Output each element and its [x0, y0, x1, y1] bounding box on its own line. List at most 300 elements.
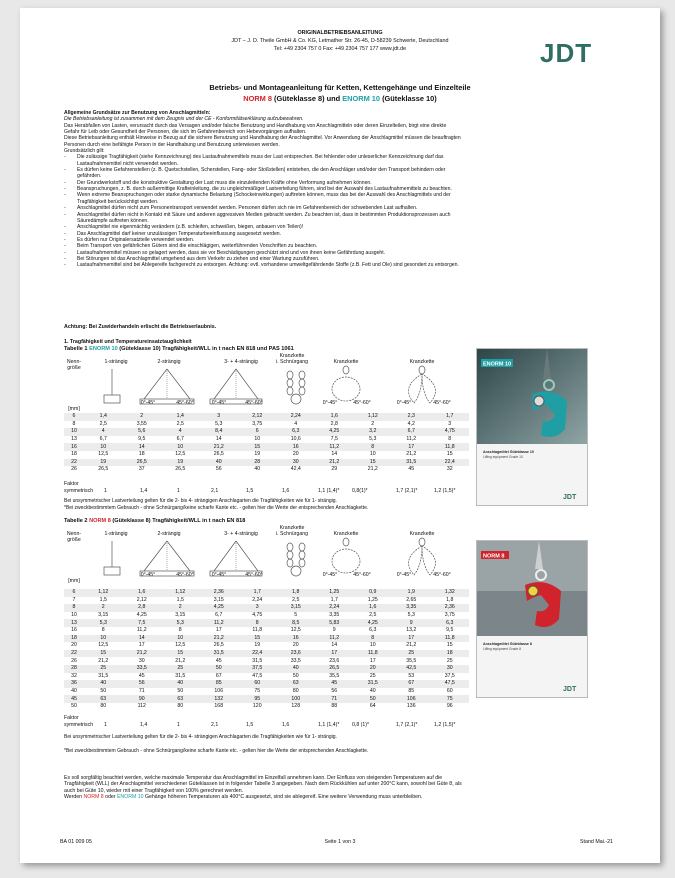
wll-cell: 80	[292, 688, 299, 695]
wll-cell: 40	[369, 688, 376, 695]
factor-label: Faktor	[64, 715, 79, 721]
wll-cell: 8	[101, 627, 105, 634]
wll-cell: 120	[252, 703, 262, 710]
wll-cell: 9	[332, 627, 336, 634]
size-cell: 16	[71, 627, 77, 634]
wll-cell: 75	[254, 688, 261, 695]
wll-cell: 8	[354, 443, 393, 451]
wll-cell: 5,3	[215, 420, 223, 427]
enorm10-cover-art	[477, 349, 588, 506]
wll-cell: 11,2	[315, 443, 354, 451]
wll-cell: 6,7	[99, 436, 107, 443]
wll-cell: 2,24	[252, 596, 263, 603]
cover1-caption1: Anschlagmittel Güteklasse 10	[483, 450, 534, 454]
wll-cell: 21,2	[123, 650, 162, 658]
double-endless-chain-diagram	[409, 366, 436, 403]
wll-cell: 2,36	[431, 604, 470, 612]
wll-cell: 11,8	[431, 443, 470, 451]
wll-cell: 75	[431, 695, 470, 703]
wll-cell: 12,5	[290, 627, 301, 634]
wll-cell: 21,2	[175, 657, 186, 664]
wll-cell: 40	[277, 665, 316, 673]
factor-value: 1,6	[282, 722, 290, 728]
sling-diagrams	[64, 365, 469, 409]
wll-cell: 12,5	[175, 642, 186, 649]
wll-cell: 8	[238, 619, 277, 627]
table1-header	[64, 355, 469, 413]
wll-cell: 25	[446, 657, 453, 664]
body-line: Säuredämpfe auftreten können.	[77, 217, 149, 224]
end-l4a: Werden	[64, 794, 84, 801]
table2-title-norm: NORM 8	[89, 518, 111, 524]
wll-cell: 90	[123, 695, 162, 703]
wll-cell: 21,2	[200, 443, 239, 451]
wll-cell: 1,5	[176, 596, 184, 603]
angle-label: 0°-45°	[396, 572, 412, 578]
wll-cell: 22,4	[238, 650, 277, 658]
wll-cell: 33,5	[290, 657, 301, 664]
wll-cell: 1,4	[84, 413, 123, 421]
wll-cell: 10,6	[290, 436, 301, 443]
wll-cell: 53	[408, 672, 415, 679]
angle-label: 0°-45°	[140, 400, 156, 406]
wll-cell: 14	[331, 451, 338, 458]
size-cell: 18	[64, 635, 84, 643]
wll-cell: 9	[392, 619, 431, 627]
col-kranz-schnur: Kranzkette	[279, 353, 305, 359]
angle-label: 0°-45°	[211, 572, 227, 578]
end-enorm10: ENORM 10	[116, 794, 144, 801]
wll-cell: 5,3	[84, 619, 123, 627]
wll-cell: 5,3	[161, 619, 200, 627]
angle-label: 0°-45°	[211, 400, 227, 406]
body-line: - Wenn extreme Beanspruchungen oder starke dynamische Belastung (Schockeinwirkungen) auftreten können, muss das bei der Auswahl des Anschlagmittels und der	[64, 192, 639, 198]
wll-cell: 7,5	[330, 436, 338, 443]
warning-text: Achtung: Bei Zuwiderhandeln erlischt die Betriebserlaubnis.	[64, 324, 217, 330]
wll-cell: 10	[84, 635, 123, 643]
wll-cell: 37,5	[444, 672, 455, 679]
wll-cell: 3,15	[277, 604, 316, 612]
wll-cell: 14	[123, 635, 162, 643]
angle-label: 0°-45°	[322, 572, 338, 578]
wll-cell: 18	[431, 650, 470, 658]
wll-cell: 40	[84, 680, 123, 688]
factor-sub-label: symmetrisch	[64, 722, 94, 728]
four-leg-diagram	[210, 369, 262, 404]
cover1-logo: JDT	[563, 494, 577, 501]
angle-label: 0°-45°	[396, 400, 412, 406]
table2-factor	[64, 715, 469, 729]
wll-cell: 2,5	[99, 420, 107, 427]
wll-cell: 60	[446, 688, 453, 695]
wll-cell: 4	[84, 428, 123, 436]
wll-cell: 10	[254, 436, 261, 443]
wll-cell: 1,12	[161, 589, 200, 597]
size-cell: 6	[64, 413, 84, 421]
wll-cell: 63	[161, 695, 200, 703]
table-row	[64, 612, 469, 620]
title-end: (Güteklasse 10)	[380, 94, 437, 103]
wll-cell: 4,25	[354, 619, 393, 627]
body-line: - Es dürfen keine Gefahrenstellen (z. B. Quetschstellen, Scherstellen, Fang- oder Stoßstellen) entstehen, die den Anschläger und/oder den Transport behindern oder	[64, 167, 639, 173]
wll-cell: 19	[84, 459, 123, 467]
body-line: - Der Grundwerkstoff und die konstruktive Gestaltung der Last muss die einzuleitenden Kräfte ohne Verformung aufnehmen können.	[64, 180, 639, 186]
wll-cell: 4,75	[431, 428, 470, 436]
col-groesse: größe	[67, 365, 81, 371]
factor-value: 2,1	[211, 722, 219, 728]
wll-cell: 1,25	[315, 589, 354, 597]
wll-cell: 20	[292, 451, 299, 458]
wll-cell: 11,8	[354, 650, 393, 658]
cover1-brand: ENORM 10	[483, 361, 512, 368]
wll-cell: 40	[254, 466, 261, 473]
size-cell: 45	[64, 695, 84, 703]
table-row	[64, 436, 469, 444]
wll-cell: 17	[392, 443, 431, 451]
factor-value: 1,4	[140, 722, 148, 728]
wll-cell: 28	[238, 459, 277, 467]
wll-cell: 37	[138, 466, 145, 473]
wll-cell: 1,7	[238, 589, 277, 597]
wll-cell: 80	[177, 703, 184, 710]
wll-cell: 1,12	[84, 589, 123, 597]
body-line: gefährden.	[77, 173, 102, 180]
table-row	[64, 589, 469, 597]
col-kranzkette-1: Kranzkette	[333, 531, 359, 537]
table-row	[64, 466, 469, 474]
body-line: Tragfähigkeit berücksichtigt werden.	[77, 198, 159, 205]
wll-cell: 2,24	[277, 413, 316, 421]
factor-row-label	[64, 715, 469, 722]
wll-cell: 71	[315, 695, 354, 703]
wll-cell: 11,2	[136, 627, 147, 634]
table-row	[64, 413, 469, 421]
wll-cell: 2,24	[315, 604, 354, 612]
wll-cell: 2,12	[238, 413, 277, 421]
factor-label: Faktor	[64, 481, 79, 487]
size-cell: 28	[64, 665, 84, 673]
table-row	[64, 443, 469, 451]
wll-cell: 3,15	[175, 612, 186, 619]
size-cell: 40	[71, 688, 77, 695]
factor-sub-label: symmetrisch	[64, 488, 94, 494]
wll-cell: 33,5	[123, 665, 162, 673]
norm8-catalog-cover	[476, 540, 588, 698]
wll-cell: 4,25	[315, 428, 354, 436]
size-cell: 26	[71, 657, 77, 664]
wll-cell: 45	[408, 466, 415, 473]
wll-cell: 4	[294, 420, 298, 427]
wll-cell: 3	[238, 604, 277, 612]
table2-header	[64, 527, 469, 585]
table-row	[64, 459, 469, 467]
wll-cell: 2	[161, 604, 200, 612]
size-cell: 8	[64, 604, 84, 612]
col-nenn: Nenn-	[66, 359, 82, 365]
wll-cell: 6	[238, 428, 277, 436]
wll-cell: 21,2	[406, 642, 417, 649]
wll-cell: 31,5	[98, 672, 109, 679]
col-2strang: 2-strängig	[157, 531, 181, 537]
cover2-caption2: Lifting equipment Grade 8	[483, 647, 521, 651]
size-cell: 26	[71, 466, 77, 473]
wll-cell: 6,3	[277, 428, 316, 436]
factor-value: 1,1 (1,4)*	[318, 488, 340, 494]
choke-chain-diagram	[287, 371, 305, 404]
body-line: - Anschlagmittel dürfen nicht in Kontakt mit Säure und anderen aggressiven Medien gebracht werden. Zu beachten ist, dass in bestimmten Produktionsprozessen auch	[64, 212, 639, 218]
wll-cell: 1,7	[431, 413, 470, 421]
norm8-cover-art	[477, 541, 588, 698]
table2-note2: *Bei zweckbestimmtem Gebrauch - ohne Schnürgang/keine scharfe Kante etc. - gelten hier die Werte der entsprechenden Anschlagkette.	[64, 748, 369, 754]
endless-chain-diagram	[332, 366, 360, 401]
factor-row-label	[64, 481, 469, 488]
end-norm8: NORM 8	[83, 794, 104, 801]
wll-cell: 13,2	[406, 627, 417, 634]
wll-cell: 3	[448, 420, 452, 427]
body-line: Gefahr für Leib oder Gesundheit der Personen, die sich im Gefahrenbereich von Hebevorgängen aufhalten.	[64, 129, 307, 136]
angle-label: 45°-60°	[353, 400, 371, 406]
wll-cell: 0,9	[354, 589, 393, 597]
wll-cell: 11,8	[431, 635, 470, 643]
table1-note2: *Bei zweckbestimmtem Gebrauch - ohne Schnürgang/keine scharfe Kante etc. - gelten hier die Werte der entsprechenden Anschlagkette.	[64, 505, 369, 511]
enorm10-label: ENORM 10	[342, 94, 381, 103]
wll-cell: 5	[294, 612, 298, 619]
wll-cell: 50	[200, 665, 239, 673]
wll-cell: 23,6	[277, 650, 316, 658]
col-kranz-schnur-sub: i. Schnürgang	[275, 531, 308, 537]
wll-cell: 2	[123, 413, 162, 421]
choke-chain-diagram	[287, 543, 305, 576]
footer-page: Seite 1 von 3	[324, 839, 356, 845]
wll-cell: 50	[177, 688, 184, 695]
table-row	[64, 657, 469, 665]
body-line: - Bei Störungen ist das Anschlagmittel umgehend aus dem Verkehr zu ziehen und einer Wartung zuzuführen.	[64, 256, 639, 262]
wll-cell: 45	[215, 657, 222, 664]
wll-cell: 2,65	[406, 596, 417, 603]
size-cell: 13	[64, 619, 84, 627]
body-line: Allgemeine Grundsätze zur Benutzung von Anschlagmitteln:	[64, 110, 211, 116]
wll-cell: 6,7	[176, 436, 184, 443]
sling-diagrams	[64, 537, 469, 581]
table1-title	[64, 346, 294, 352]
wll-cell: 25	[161, 665, 200, 673]
wll-cell: 11,8	[252, 627, 263, 634]
enorm10-catalog-cover	[476, 348, 588, 506]
wll-cell: 60	[238, 680, 277, 688]
wll-cell: 12,5	[175, 451, 186, 458]
wll-cell: 106	[214, 688, 224, 695]
wll-cell: 19	[254, 642, 261, 649]
wll-cell: 50	[292, 672, 299, 679]
table2	[64, 589, 469, 711]
four-leg-diagram	[210, 541, 262, 576]
wll-cell: 47,5	[252, 672, 263, 679]
table2-note1: Bei unsymmetrischer Lastverteilung gelten für die 2- bis 4- strängigen Anschlagarten die Tragfähigkeiten wie für 1- strängig.	[64, 734, 337, 740]
wll-cell: 2,8	[330, 420, 338, 427]
wll-cell: 4,25	[136, 612, 147, 619]
table-row	[64, 673, 469, 681]
wll-cell: 3,55	[136, 420, 147, 427]
size-cell: 50	[71, 703, 77, 710]
wll-cell: 18	[138, 451, 145, 458]
wll-cell: 106	[392, 695, 431, 703]
body-line: Diese Betriebsanleitung enthält Hinweise in Bezug auf die sichere Benutzung und Handhabung der Anschlagmittel. Vor Anwendung der Anschlagmittel müssen die beauftragten	[64, 135, 461, 142]
angle-label: 45°-60°	[245, 400, 263, 406]
wll-cell: 1,6	[315, 413, 354, 421]
wll-cell: 168	[214, 703, 224, 710]
factor-value: 1,5	[246, 488, 254, 494]
footer-date: Stand Mai.-21	[580, 839, 613, 845]
wll-cell: 2,12	[136, 596, 147, 603]
size-cell: 13	[71, 436, 77, 443]
cover2-brand: NORM 8	[483, 553, 505, 560]
wll-cell: 17	[215, 627, 222, 634]
size-cell: 36	[64, 680, 84, 688]
body-line: - Die zulässige Tragfähigkeit (siehe Kennzeichnung) des Lastaufnahmemittels muss der Last entsprechen. Bei fehlender oder unleserlicher Kennzeichnung darf das	[64, 154, 639, 160]
body-line: - Lastaufnahmemittel sind bei Ablegereife fachgerecht zu entsorgen. Achtung: evtl. vorhandene umweltgefährdende Stoffe (z.B. Fett und Öle) sind gesondert zu entsorgen.	[64, 262, 639, 268]
wll-cell: 12,5	[98, 642, 109, 649]
wll-cell: 30	[277, 459, 316, 467]
temperature-notes	[64, 775, 644, 801]
wll-cell: 6,7	[392, 428, 431, 436]
wll-cell: 9,5	[138, 436, 146, 443]
wll-cell: 22,4	[431, 459, 470, 467]
wll-cell: 64	[369, 703, 376, 710]
wll-cell: 5,3	[407, 612, 415, 619]
size-cell: 8	[72, 420, 76, 427]
factor-value: 0,8(1)*	[352, 488, 368, 494]
size-cell: 22	[64, 650, 84, 658]
wll-cell: 21,2	[406, 451, 417, 458]
wll-cell: 71	[138, 688, 145, 695]
wll-cell: 67	[215, 672, 222, 679]
norm8-label: NORM 8	[243, 94, 272, 103]
col-groesse: größe	[67, 537, 81, 543]
end-line: Tragfähigkeit (WLL) der Anschlagmittel verschiedener Güteklassen ist in folgender Tabelle 3 angegeben. Nach dem Rückkühlen auf unter 200°C kann, sowohl bei Güte 8, als	[64, 781, 462, 788]
end-l4e: Gehänge höheren Temperaturen als 400°C ausgesetzt, sind sie ablegereif. Eine weitere Verwendung muss unterbleiben.	[143, 794, 423, 801]
wll-cell: 26,5	[98, 466, 109, 473]
wll-cell: 40	[200, 459, 239, 467]
end-line	[64, 794, 644, 800]
wll-cell: 11,2	[200, 619, 239, 627]
wll-cell: 3	[200, 413, 239, 421]
angle-label: 45°-60°	[433, 572, 451, 578]
wll-cell: 17	[392, 635, 431, 643]
factor-value: 1,4	[140, 488, 148, 494]
wll-cell: 56	[331, 688, 338, 695]
wll-cell: 9,5	[446, 627, 454, 634]
wll-cell: 20	[292, 642, 299, 649]
size-cell: 16	[64, 443, 84, 451]
wll-cell: 8,5	[277, 619, 316, 627]
factor-value: 1	[177, 722, 180, 728]
wll-cell: 14	[123, 443, 162, 451]
wll-cell: 3,75	[444, 612, 455, 619]
wll-cell: 10	[369, 451, 376, 458]
double-endless-chain-diagram	[409, 538, 436, 575]
table2-title-post: (Güteklasse 8) Tragfähigkeit/WLL in t nach EN 818	[110, 518, 246, 524]
body-line: Die Betriebsanleitung ist zusammen mit dem Zeugnis und der CE - Konformitätserklärung aufzubewahren.	[64, 116, 304, 123]
endless-chain-diagram	[332, 538, 360, 573]
body-line: Das Herabfallen von Lasten, verursacht durch das Versagen und/oder falsche Benutzung und Handhabung von Anschlagmitteln oder deren Einzelteilen, birgt eine direkte	[64, 122, 447, 129]
wll-cell: 3,75	[252, 420, 263, 427]
wll-cell: 132	[200, 695, 239, 703]
factor-value: 1,6	[282, 488, 290, 494]
wll-cell: 45	[138, 672, 145, 679]
wll-cell: 8,4	[200, 428, 239, 436]
wll-cell: 35,5	[329, 672, 340, 679]
end-line: Es soll sorgfältig beachtet werden, welche maximale Temperatur das Anschlagmittel im Einzelfall annehmen kann. Der Einfluss von steigenden Temperaturen auf die	[64, 775, 443, 781]
wll-cell: 16	[277, 443, 316, 451]
wll-cell: 14	[215, 436, 222, 443]
body-line: Lastaufnahmemittel nicht verwendet werden.	[77, 160, 179, 167]
table-row	[64, 635, 469, 643]
table-row	[64, 665, 469, 673]
wll-cell: 30	[431, 665, 470, 673]
table-row	[64, 703, 469, 711]
wll-cell: 67	[392, 680, 431, 688]
wll-cell: 15	[238, 443, 277, 451]
wll-cell: 40	[161, 680, 200, 688]
logo-text: JDT	[540, 38, 592, 68]
wll-cell: 10	[161, 635, 200, 643]
jdt-logo	[540, 38, 592, 68]
wll-cell: 21,2	[200, 635, 239, 643]
body-line: - Anschlagmittel dürfen nicht zum Personentransport verwendet werden. Personen dürfen sich nie im Gefahrenbereich der schwebenden Last aufhalten.	[64, 205, 639, 211]
wll-cell: 112	[137, 703, 146, 710]
body-line: - Lastaufnahmemittel müssen so gelagert werden, dass sie vor Beschädigungen geschützt sind und von ihnen keine Gefährdung ausgeht.	[64, 250, 639, 256]
header-address: JDT – J. D. Theile GmbH & Co. KG, Letmather Str. 26-45, D-58239 Schwerte, Deutschland	[231, 38, 449, 44]
wll-cell: 25	[369, 672, 376, 679]
factor-value: 2,1	[211, 488, 219, 494]
table-row	[64, 421, 469, 429]
table-row	[64, 627, 469, 635]
wll-cell: 1,32	[431, 589, 470, 597]
wll-cell: 2,5	[292, 596, 300, 603]
col-34strang: 3- + 4-strängig	[224, 531, 258, 537]
wll-cell: 37,5	[238, 665, 277, 673]
wll-cell: 31,5	[392, 459, 431, 467]
angle-label: 45°-60°	[245, 572, 263, 578]
col-1strang: 1-strängig	[104, 531, 128, 537]
header-original: ORIGINALBETRIEBSANLEITUNG	[297, 30, 383, 36]
wll-cell: 25	[84, 665, 123, 673]
two-leg-diagram	[140, 369, 194, 404]
wll-cell: 15	[446, 451, 453, 458]
wll-cell: 15	[238, 635, 277, 643]
wll-cell: 19	[254, 451, 261, 458]
wll-cell: 15	[446, 642, 453, 649]
end-line: auch bei Güte 10, wieder mit einer Tragfähigkeit von 100% gerechnet werden.	[64, 787, 244, 794]
wll-cell: 12,5	[98, 451, 109, 458]
wll-cell: 2,8	[123, 604, 162, 612]
wll-cell: 21,2	[367, 466, 378, 473]
wll-cell: 7,5	[123, 619, 162, 627]
size-cell: 22	[64, 459, 84, 467]
wll-cell: 2	[84, 604, 123, 612]
wll-cell: 15	[354, 459, 393, 467]
body-line: - Anschlagmittel nie eigenmächtig verändern (z.B. schleifen, schweißen, biegen, anbauen von Teilen)!	[64, 224, 639, 230]
wll-cell: 1,4	[161, 413, 200, 421]
table-row	[64, 451, 469, 459]
wll-cell: 47,5	[431, 680, 470, 688]
table-row	[64, 650, 469, 658]
wll-cell: 31,5	[354, 680, 393, 688]
wll-cell: 50	[354, 695, 393, 703]
wll-cell: 29	[331, 466, 338, 473]
document-page	[20, 8, 660, 863]
wll-cell: 2,5	[369, 612, 377, 619]
